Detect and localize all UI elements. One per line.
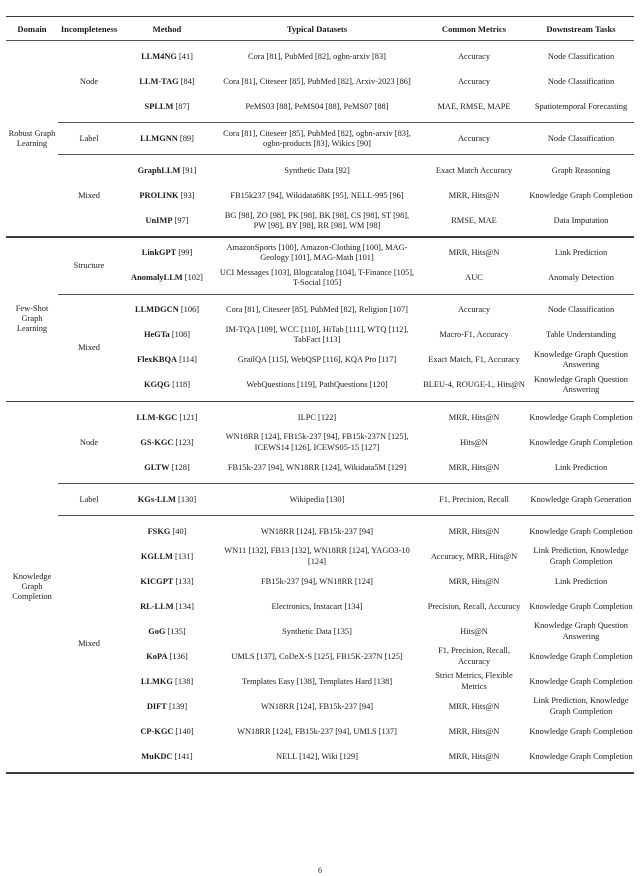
table-row bbox=[120, 126, 634, 151]
task-cell: Node Classification bbox=[547, 76, 615, 86]
method-citation: [130] bbox=[178, 494, 197, 504]
task-cell: Link Prediction, Knowledge Graph Completion bbox=[533, 546, 629, 566]
task-cell: Link Prediction bbox=[554, 248, 608, 258]
domain-body bbox=[58, 402, 634, 772]
table-row bbox=[120, 644, 634, 669]
incompleteness-label: Node bbox=[79, 437, 99, 447]
table-row bbox=[120, 94, 634, 119]
table-row bbox=[120, 373, 634, 398]
datasets-cell: Synthetic Data [135] bbox=[282, 626, 352, 636]
table-body bbox=[6, 41, 634, 772]
metrics-cell: Exact Match, F1, Accuracy bbox=[428, 355, 520, 365]
table-row bbox=[120, 348, 634, 373]
domain-label: Few-Shot Graph Learning bbox=[15, 303, 49, 334]
metrics-cell: AUC bbox=[465, 273, 483, 283]
group-rows bbox=[120, 41, 634, 122]
method-cell bbox=[120, 380, 214, 390]
method-name: LLM-TAG bbox=[139, 76, 179, 86]
table-header-row bbox=[6, 17, 634, 40]
method-citation: [118] bbox=[172, 380, 190, 390]
method-citation: [114] bbox=[179, 355, 197, 365]
method-name: PROLINK bbox=[139, 190, 179, 200]
metrics-cell: Hits@N bbox=[460, 437, 488, 447]
datasets-cell: FB15k-237 [94], WN18RR [124] bbox=[261, 576, 373, 586]
datasets-cell: Electronics, Instacart [134] bbox=[271, 601, 363, 611]
domain-block bbox=[6, 41, 634, 236]
datasets-cell: ILPC [122] bbox=[297, 412, 337, 422]
method-cell bbox=[120, 77, 214, 87]
datasets-cell: UCI Messages [103], Blogcatalog [104], T-Finance [105], T-Social [105] bbox=[219, 268, 415, 288]
group-rows bbox=[120, 484, 634, 515]
method-name: CP-KGC bbox=[140, 726, 174, 736]
metrics-cell: Macro-F1, Accuracy bbox=[439, 330, 509, 340]
table-bottom-rule bbox=[6, 772, 634, 773]
method-cell bbox=[120, 702, 214, 712]
datasets-cell: Templates Easy [138], Templates Hard [138] bbox=[241, 676, 393, 686]
domain-label: Knowledge Graph Completion bbox=[12, 571, 52, 602]
method-cell bbox=[120, 602, 214, 612]
incompleteness-group bbox=[58, 122, 634, 154]
group-rows bbox=[120, 238, 634, 294]
method-name: DIFT bbox=[146, 701, 167, 711]
incompleteness-group bbox=[58, 515, 634, 772]
datasets-cell: WebQuestions [119], PathQuestions [120] bbox=[246, 380, 388, 390]
method-cell bbox=[120, 330, 214, 340]
task-cell: Link Prediction, Knowledge Graph Completion bbox=[533, 696, 629, 716]
method-name: KGQG bbox=[144, 380, 171, 390]
method-name: GS-KGC bbox=[140, 437, 174, 447]
table-row bbox=[120, 158, 634, 183]
method-cell bbox=[120, 248, 214, 258]
metrics-cell: Strict Metrics, Flexible Metrics bbox=[435, 671, 513, 691]
method-cell bbox=[120, 273, 214, 283]
task-cell: Knowledge Graph Completion bbox=[529, 190, 633, 200]
method-cell bbox=[120, 413, 214, 423]
table-row bbox=[120, 619, 634, 644]
metrics-cell: RMSE, MAE bbox=[451, 215, 497, 225]
method-cell bbox=[120, 463, 214, 473]
metrics-cell: Accuracy bbox=[457, 305, 491, 315]
method-citation: [97] bbox=[174, 215, 189, 225]
metrics-cell: MRR, Hits@N bbox=[448, 248, 500, 258]
datasets-cell: IM-TQA [109], WCC [110], HiTab [111], WTQ [112], TabFact [113] bbox=[225, 325, 409, 345]
method-name: AnomalyLLM bbox=[131, 273, 183, 283]
method-cell bbox=[120, 552, 214, 562]
task-cell: Link Prediction bbox=[554, 576, 608, 586]
method-citation: [128] bbox=[171, 462, 190, 472]
metrics-cell: MRR, Hits@N bbox=[448, 576, 500, 586]
datasets-cell: AmazonSports [100], Amazon-Clothing [100], MAG-Geology [101], MAG-Math [101] bbox=[226, 243, 408, 263]
task-cell: Knowledge Graph Completion bbox=[529, 601, 633, 611]
metrics-cell: MRR, Hits@N bbox=[448, 751, 500, 761]
incompleteness-label: Structure bbox=[73, 260, 105, 270]
datasets-cell: WN18RR [124], FB15k-237 [94] bbox=[260, 526, 374, 536]
datasets-cell: BG [98], ZO [98], PK [98], BK [98], CS [98], ST [98], PW [98], BY [98], RR [98], WM [98] bbox=[224, 210, 410, 230]
incompleteness-group bbox=[58, 402, 634, 483]
incompleteness-label: Mixed bbox=[78, 190, 100, 200]
task-cell: Anomaly Detection bbox=[548, 273, 614, 283]
group-rows bbox=[120, 155, 634, 236]
header-domain: Domain bbox=[17, 23, 47, 34]
task-cell: Knowledge Graph Completion bbox=[529, 726, 633, 736]
datasets-cell: WN18RR [124], FB15k-237 [94], FB15k-237N [125], ICEWS14 [126], ICEWS05-15 [127] bbox=[225, 432, 409, 452]
datasets-cell: Cora [81], Citeseer [85], PubMed [82], Arxiv-2023 [86] bbox=[223, 76, 411, 86]
method-cell bbox=[120, 134, 214, 144]
method-cell bbox=[120, 527, 214, 537]
group-rows bbox=[120, 402, 634, 483]
metrics-cell: F1, Precision, Recall, Accuracy bbox=[438, 646, 510, 666]
task-cell: Data Imputation bbox=[553, 215, 609, 225]
table-row bbox=[120, 266, 634, 291]
method-name: LLMKG bbox=[140, 676, 173, 686]
method-citation: [99] bbox=[178, 248, 193, 258]
table-row bbox=[120, 519, 634, 544]
table-row bbox=[120, 669, 634, 694]
table-row bbox=[120, 183, 634, 208]
datasets-cell: FB15k-237 [94], WN18RR [124], Wikidata5M [129] bbox=[227, 462, 407, 472]
method-name: FSKG bbox=[147, 526, 171, 536]
method-cell bbox=[120, 577, 214, 587]
domain-body bbox=[58, 41, 634, 236]
incompleteness-group bbox=[58, 41, 634, 122]
method-citation: [84] bbox=[180, 76, 195, 86]
method-citation: [135] bbox=[167, 626, 186, 636]
header-tasks: Downstream Tasks bbox=[546, 23, 616, 34]
method-citation: [136] bbox=[169, 651, 188, 661]
header-incompleteness: Incompleteness bbox=[60, 23, 118, 34]
domain-label: Robust Graph Learning bbox=[8, 128, 56, 148]
method-cell bbox=[120, 438, 214, 448]
table-row bbox=[120, 208, 634, 233]
task-cell: Table Understanding bbox=[546, 330, 616, 340]
table-row bbox=[120, 694, 634, 719]
metrics-cell: MRR, Hits@N bbox=[448, 701, 500, 711]
method-citation: [102] bbox=[184, 273, 203, 283]
task-cell: Knowledge Graph Completion bbox=[529, 437, 633, 447]
datasets-cell: WN18RR [124], FB15k-237 [94], UMLS [137] bbox=[237, 726, 397, 736]
header-method: Method bbox=[152, 23, 182, 34]
method-citation: [41] bbox=[178, 51, 193, 61]
metrics-cell: Hits@N bbox=[460, 626, 488, 636]
datasets-cell: WN11 [132], FB13 [132], WN18RR [124], YAGO3-10 [124] bbox=[224, 546, 410, 566]
method-name: LLMDGCN bbox=[135, 305, 179, 315]
metrics-cell: Precision, Recall, Accuracy bbox=[427, 601, 521, 611]
table-row bbox=[120, 455, 634, 480]
method-name: UnIMP bbox=[145, 215, 173, 225]
datasets-cell: WN18RR [124], FB15k-237 [94] bbox=[260, 701, 374, 711]
task-cell: Knowledge Graph Completion bbox=[529, 676, 633, 686]
method-name: LLMGNN bbox=[140, 133, 178, 143]
method-name: KICGPT bbox=[140, 576, 174, 586]
method-cell bbox=[120, 752, 214, 762]
datasets-cell: Cora [81], Citeseer [85], PubMed [82], ogbn-arxiv [83], ogbn-products [83], Wikics [90] bbox=[223, 128, 411, 148]
task-cell: Spatiotemporal Forecasting bbox=[534, 101, 628, 111]
methods-table bbox=[6, 16, 634, 774]
table-row bbox=[120, 405, 634, 430]
method-citation: [87] bbox=[175, 101, 190, 111]
method-cell bbox=[120, 627, 214, 637]
method-name: GoG bbox=[148, 626, 166, 636]
incompleteness-group bbox=[58, 294, 634, 401]
method-citation: [106] bbox=[180, 305, 199, 315]
method-citation: [138] bbox=[175, 676, 194, 686]
metrics-cell: Accuracy bbox=[457, 51, 491, 61]
group-rows bbox=[120, 295, 634, 401]
task-cell: Knowledge Graph Generation bbox=[530, 494, 632, 504]
task-cell: Knowledge Graph Completion bbox=[529, 751, 633, 761]
header-metrics: Common Metrics bbox=[441, 23, 507, 34]
incompleteness-group bbox=[58, 238, 634, 294]
method-name: KoPA bbox=[146, 651, 168, 661]
method-name: LLM4NG bbox=[141, 51, 177, 61]
cutoff-caption: · · · ··· ······ bbox=[2, 0, 37, 4]
metrics-cell: Accuracy bbox=[457, 76, 491, 86]
header-datasets: Typical Datasets bbox=[286, 23, 348, 34]
task-cell: Knowledge Graph Completion bbox=[529, 412, 633, 422]
method-name: FlexKBQA bbox=[137, 355, 178, 365]
method-cell bbox=[120, 652, 214, 662]
datasets-cell: Cora [81], PubMed [82], ogbn-arxiv [83] bbox=[248, 51, 386, 61]
table-row bbox=[120, 298, 634, 323]
domain-block bbox=[6, 238, 634, 401]
method-name: GraphLLM bbox=[137, 165, 181, 175]
method-citation: [139] bbox=[168, 701, 188, 711]
method-cell bbox=[120, 216, 214, 226]
table-row bbox=[120, 44, 634, 69]
incompleteness-label: Node bbox=[79, 76, 99, 86]
incompleteness-group bbox=[58, 483, 634, 515]
datasets-cell: Wikipedia [130] bbox=[289, 494, 345, 504]
table-row bbox=[120, 323, 634, 348]
method-name: LinkGPT bbox=[141, 248, 177, 258]
table-row bbox=[120, 744, 634, 769]
method-citation: [93] bbox=[180, 190, 195, 200]
incompleteness-label: Mixed bbox=[78, 639, 100, 649]
table-row bbox=[120, 569, 634, 594]
group-rows bbox=[120, 516, 634, 772]
task-cell: Graph Reasoning bbox=[551, 165, 611, 175]
method-citation: [89] bbox=[179, 133, 194, 143]
method-name: KGLLM bbox=[140, 551, 173, 561]
method-name: GLTW bbox=[144, 462, 170, 472]
method-cell bbox=[120, 727, 214, 737]
task-cell: Link Prediction bbox=[554, 462, 608, 472]
datasets-cell: UMLS [137], CoDeX-S [125], FB15K-237N [125] bbox=[231, 651, 403, 661]
method-citation: [140] bbox=[175, 726, 194, 736]
method-citation: [91] bbox=[182, 165, 197, 175]
method-cell bbox=[120, 52, 214, 62]
method-citation: [133] bbox=[175, 576, 194, 586]
group-rows bbox=[120, 123, 634, 154]
method-cell bbox=[120, 677, 214, 687]
method-name: KGs-LLM bbox=[137, 494, 176, 504]
metrics-cell: MRR, Hits@N bbox=[448, 462, 500, 472]
method-cell bbox=[120, 102, 214, 112]
datasets-cell: GrailQA [115], WebQSP [116], KQA Pro [117] bbox=[237, 355, 397, 365]
method-citation: [108] bbox=[171, 330, 190, 340]
metrics-cell: BLEU-4, ROUGE-L, Hits@N bbox=[423, 380, 525, 390]
metrics-cell: Accuracy bbox=[457, 133, 491, 143]
method-citation: [121] bbox=[179, 412, 198, 422]
method-name: LLM-KGC bbox=[136, 412, 178, 422]
method-cell bbox=[120, 166, 214, 176]
table-row bbox=[120, 430, 634, 455]
method-citation: [134] bbox=[175, 601, 194, 611]
task-cell: Node Classification bbox=[547, 51, 615, 61]
datasets-cell: NELL [142], Wiki [129] bbox=[276, 751, 358, 761]
incompleteness-label: Label bbox=[79, 133, 99, 143]
metrics-cell: MRR, Hits@N bbox=[448, 412, 500, 422]
table-row bbox=[120, 69, 634, 94]
method-name: SPLLM bbox=[144, 101, 174, 111]
method-citation: [40] bbox=[172, 526, 187, 536]
method-citation: [141] bbox=[174, 751, 193, 761]
method-name: MuKDC bbox=[141, 751, 173, 761]
table-row bbox=[120, 487, 634, 512]
method-name: HeGTa bbox=[144, 330, 170, 340]
task-cell: Node Classification bbox=[547, 133, 615, 143]
table-row bbox=[120, 719, 634, 744]
task-cell: Node Classification bbox=[547, 305, 615, 315]
metrics-cell: Exact Match Accuracy bbox=[435, 165, 513, 175]
datasets-cell: Synthetic Data [92] bbox=[284, 165, 350, 175]
metrics-cell: F1, Precision, Recall bbox=[439, 494, 509, 504]
incompleteness-label: Label bbox=[79, 494, 99, 504]
task-cell: Knowledge Graph Completion bbox=[529, 526, 633, 536]
table-row bbox=[120, 594, 634, 619]
method-citation: [123] bbox=[175, 437, 194, 447]
metrics-cell: Accuracy, MRR, Hits@N bbox=[430, 551, 518, 561]
metrics-cell: MAE, RMSE, MAPE bbox=[437, 101, 511, 111]
metrics-cell: MRR, Hits@N bbox=[448, 190, 500, 200]
metrics-cell: MRR, Hits@N bbox=[448, 526, 500, 536]
datasets-cell: FB15k237 [94], Wikidata68K [95], NELL-995 [96] bbox=[230, 190, 404, 200]
domain-body bbox=[58, 238, 634, 401]
incompleteness-group bbox=[58, 154, 634, 236]
method-cell bbox=[120, 495, 214, 505]
datasets-cell: Cora [81], Citeseer [85], PubMed [82], Religion [107] bbox=[226, 305, 408, 315]
page-number: 6 bbox=[318, 866, 322, 875]
domain-block bbox=[6, 402, 634, 772]
method-cell bbox=[120, 191, 214, 201]
incompleteness-label: Mixed bbox=[78, 342, 100, 352]
metrics-cell: MRR, Hits@N bbox=[448, 726, 500, 736]
table-row bbox=[120, 544, 634, 569]
task-cell: Knowledge Graph Question Answering bbox=[534, 375, 628, 395]
method-name: RL-LLM bbox=[140, 601, 174, 611]
method-cell bbox=[120, 305, 214, 315]
table-row bbox=[120, 241, 634, 266]
task-cell: Knowledge Graph Question Answering bbox=[534, 621, 628, 641]
method-citation: [131] bbox=[175, 551, 194, 561]
task-cell: Knowledge Graph Completion bbox=[529, 651, 633, 661]
method-cell bbox=[120, 355, 214, 365]
task-cell: Knowledge Graph Question Answering bbox=[534, 350, 628, 370]
datasets-cell: PeMS03 [88], PeMS04 [88], PeMS07 [88] bbox=[245, 101, 389, 111]
